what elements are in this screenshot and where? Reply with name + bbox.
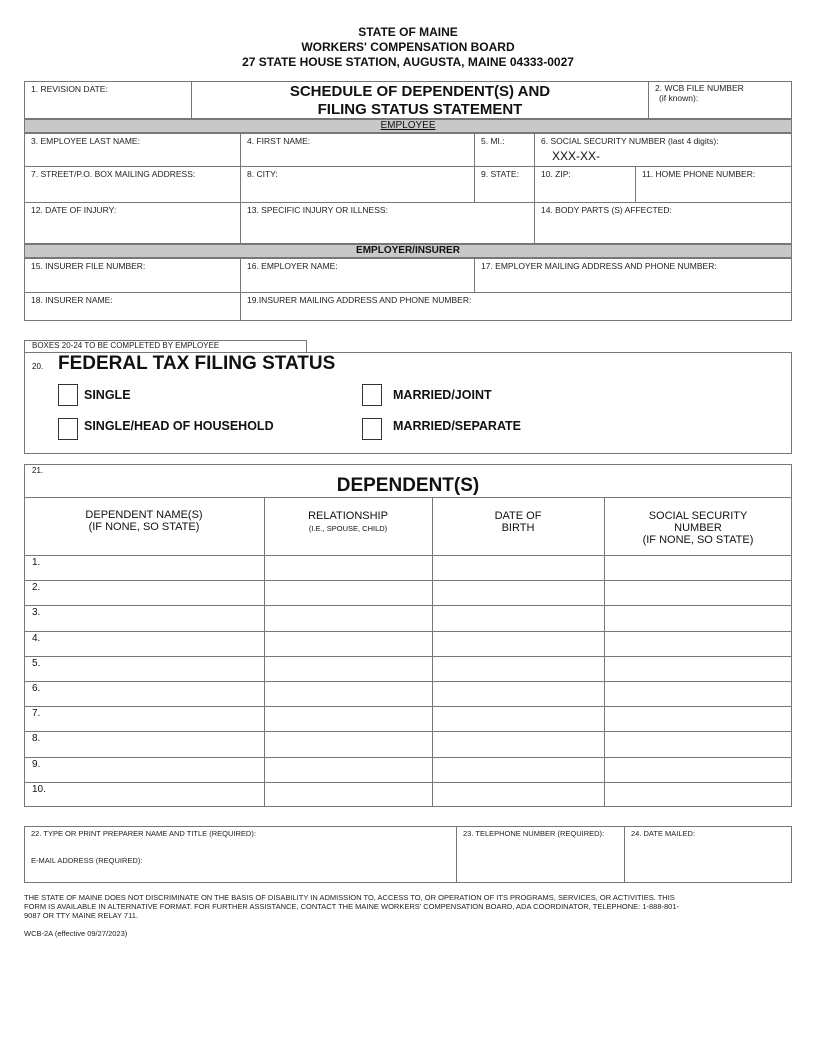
dependent-row[interactable]: [24, 731, 792, 756]
dependent-row[interactable]: [24, 555, 792, 580]
email-field[interactable]: E-MAIL ADDRESS (REQUIRED):: [31, 856, 143, 865]
employer-name-field[interactable]: 16. EMPLOYER NAME:: [247, 261, 338, 271]
disclaimer-line3: 9087 OR TTY MAINE RELAY 711.: [24, 911, 138, 920]
dependent-row[interactable]: [24, 656, 792, 681]
col-dob-header: DATE OF BIRTH: [494, 510, 542, 534]
date-of-injury-field[interactable]: 12. DATE OF INJURY:: [31, 205, 117, 215]
ssn-last4-field[interactable]: 6. SOCIAL SECURITY NUMBER (last 4 digits):: [541, 136, 719, 146]
dependent-row-number: 1.: [32, 557, 41, 568]
wcb-file-number-field[interactable]: 2. WCB FILE NUMBER: [655, 83, 744, 93]
dependent-row[interactable]: [24, 706, 792, 731]
state-field[interactable]: 9. STATE:: [481, 169, 519, 179]
street-address-field[interactable]: 7. STREET/P.O. BOX MAILING ADDRESS:: [31, 169, 196, 179]
board-name: WORKERS' COMPENSATION BOARD: [301, 40, 515, 54]
single-hoh-label: SINGLE/HEAD OF HOUSEHOLD: [84, 419, 274, 433]
col-ssn-header: SOCIAL SECURITY NUMBER (IF NONE, SO STATE): [642, 510, 754, 546]
married-joint-checkbox[interactable]: [362, 384, 382, 406]
married-separate-checkbox[interactable]: [362, 418, 382, 440]
dependent-row[interactable]: [24, 605, 792, 630]
insurer-name-field[interactable]: 18. INSURER NAME:: [31, 295, 113, 305]
employee-section-band: EMPLOYEE: [24, 119, 792, 133]
filing-status-number: 20.: [32, 362, 44, 371]
dependent-row-number: 5.: [32, 658, 41, 669]
ssn-prefix: XXX-XX-: [552, 149, 601, 163]
body-parts-field[interactable]: 14. BODY PARTS (S) AFFECTED:: [541, 205, 672, 215]
preparer-name-field[interactable]: 22. TYPE OR PRINT PREPARER NAME AND TITLE (REQUIRED):: [31, 829, 256, 838]
insurer-address-field[interactable]: 19.INSURER MAILING ADDRESS AND PHONE NUMBER:: [247, 295, 472, 305]
form-identifier: WCB-2A (effective 09/27/2023): [24, 929, 128, 938]
board-address: 27 STATE HOUSE STATION, AUGUSTA, MAINE 04333-0027: [242, 55, 574, 69]
form-title-line2: FILING STATUS STATEMENT: [317, 101, 523, 118]
home-phone-field[interactable]: 11. HOME PHONE NUMBER:: [642, 169, 756, 179]
dependent-row[interactable]: [24, 757, 792, 782]
specific-injury-field[interactable]: 13. SPECIFIC INJURY OR ILLNESS:: [247, 205, 388, 215]
dependent-row[interactable]: [24, 580, 792, 605]
disclaimer-line1: THE STATE OF MAINE DOES NOT DISCRIMINATE ON THE BASIS OF DISABILITY IN ADMISSION TO, ACCESS TO, OR OPERATION OF ITS PROGRAMS, SERVICES, OR ACTIVITIES. THIS: [24, 893, 675, 902]
married-joint-label: MARRIED/JOINT: [393, 388, 492, 402]
dependent-row-number: 8.: [32, 733, 41, 744]
dependents-title: DEPENDENT(S): [336, 475, 480, 496]
dependent-row[interactable]: [24, 681, 792, 706]
dependent-row-number: 10.: [32, 784, 46, 795]
revision-date-field[interactable]: 1. REVISION DATE:: [31, 84, 108, 94]
single-label: SINGLE: [84, 388, 131, 402]
single-hoh-checkbox[interactable]: [58, 418, 78, 440]
married-separate-label: MARRIED/SEPARATE: [393, 419, 522, 433]
col-relationship-header: RELATIONSHIP (I.E., SPOUSE, CHILD): [308, 510, 388, 533]
dependent-row-number: 7.: [32, 708, 41, 719]
dependents-number: 21.: [32, 466, 44, 475]
dependent-row[interactable]: [24, 631, 792, 656]
dependent-row-number: 2.: [32, 582, 41, 593]
dependent-row-number: 6.: [32, 683, 41, 694]
col-dependent-name-header: DEPENDENT NAME(S) (IF NONE, SO STATE): [85, 509, 203, 533]
first-name-field[interactable]: 4. FIRST NAME:: [247, 136, 311, 146]
date-mailed-field[interactable]: 24. DATE MAILED:: [631, 829, 696, 838]
employee-completion-note: BOXES 20-24 TO BE COMPLETED BY EMPLOYEE: [32, 341, 220, 350]
dependent-row-number: 4.: [32, 633, 41, 644]
employee-last-name-field[interactable]: 3. EMPLOYEE LAST NAME:: [31, 136, 140, 146]
employer-section-band: EMPLOYER/INSURER: [24, 244, 792, 258]
city-field[interactable]: 8. CITY:: [247, 169, 278, 179]
zip-field[interactable]: 10. ZIP:: [541, 169, 571, 179]
agency-name: STATE OF MAINE: [358, 25, 458, 39]
insurer-file-number-field[interactable]: 15. INSURER FILE NUMBER:: [31, 261, 146, 271]
single-checkbox[interactable]: [58, 384, 78, 406]
dependent-row-number: 9.: [32, 759, 41, 770]
middle-initial-field[interactable]: 5. MI.:: [481, 136, 505, 146]
dependent-row-number: 3.: [32, 607, 41, 618]
employee-section: [24, 133, 792, 244]
dependent-row[interactable]: [24, 782, 792, 807]
telephone-field[interactable]: 23. TELEPHONE NUMBER (REQUIRED):: [463, 829, 605, 838]
filing-status-title: FEDERAL TAX FILING STATUS: [58, 353, 336, 374]
disclaimer-line2: FORM IS AVAILABLE IN ALTERNATIVE FORMAT. FOR FURTHER ASSISTANCE, CONTACT THE MAINE WORKERS' COMPENSATION BOARD, ADA COORDINATOR, TELEPHONE: 1-888-801-: [24, 902, 680, 911]
employer-address-field[interactable]: 17. EMPLOYER MAILING ADDRESS AND PHONE NUMBER:: [481, 261, 717, 271]
form-title-line1: SCHEDULE OF DEPENDENT(S) AND: [289, 83, 551, 100]
wcb-file-number-note: (if known):: [659, 93, 699, 103]
